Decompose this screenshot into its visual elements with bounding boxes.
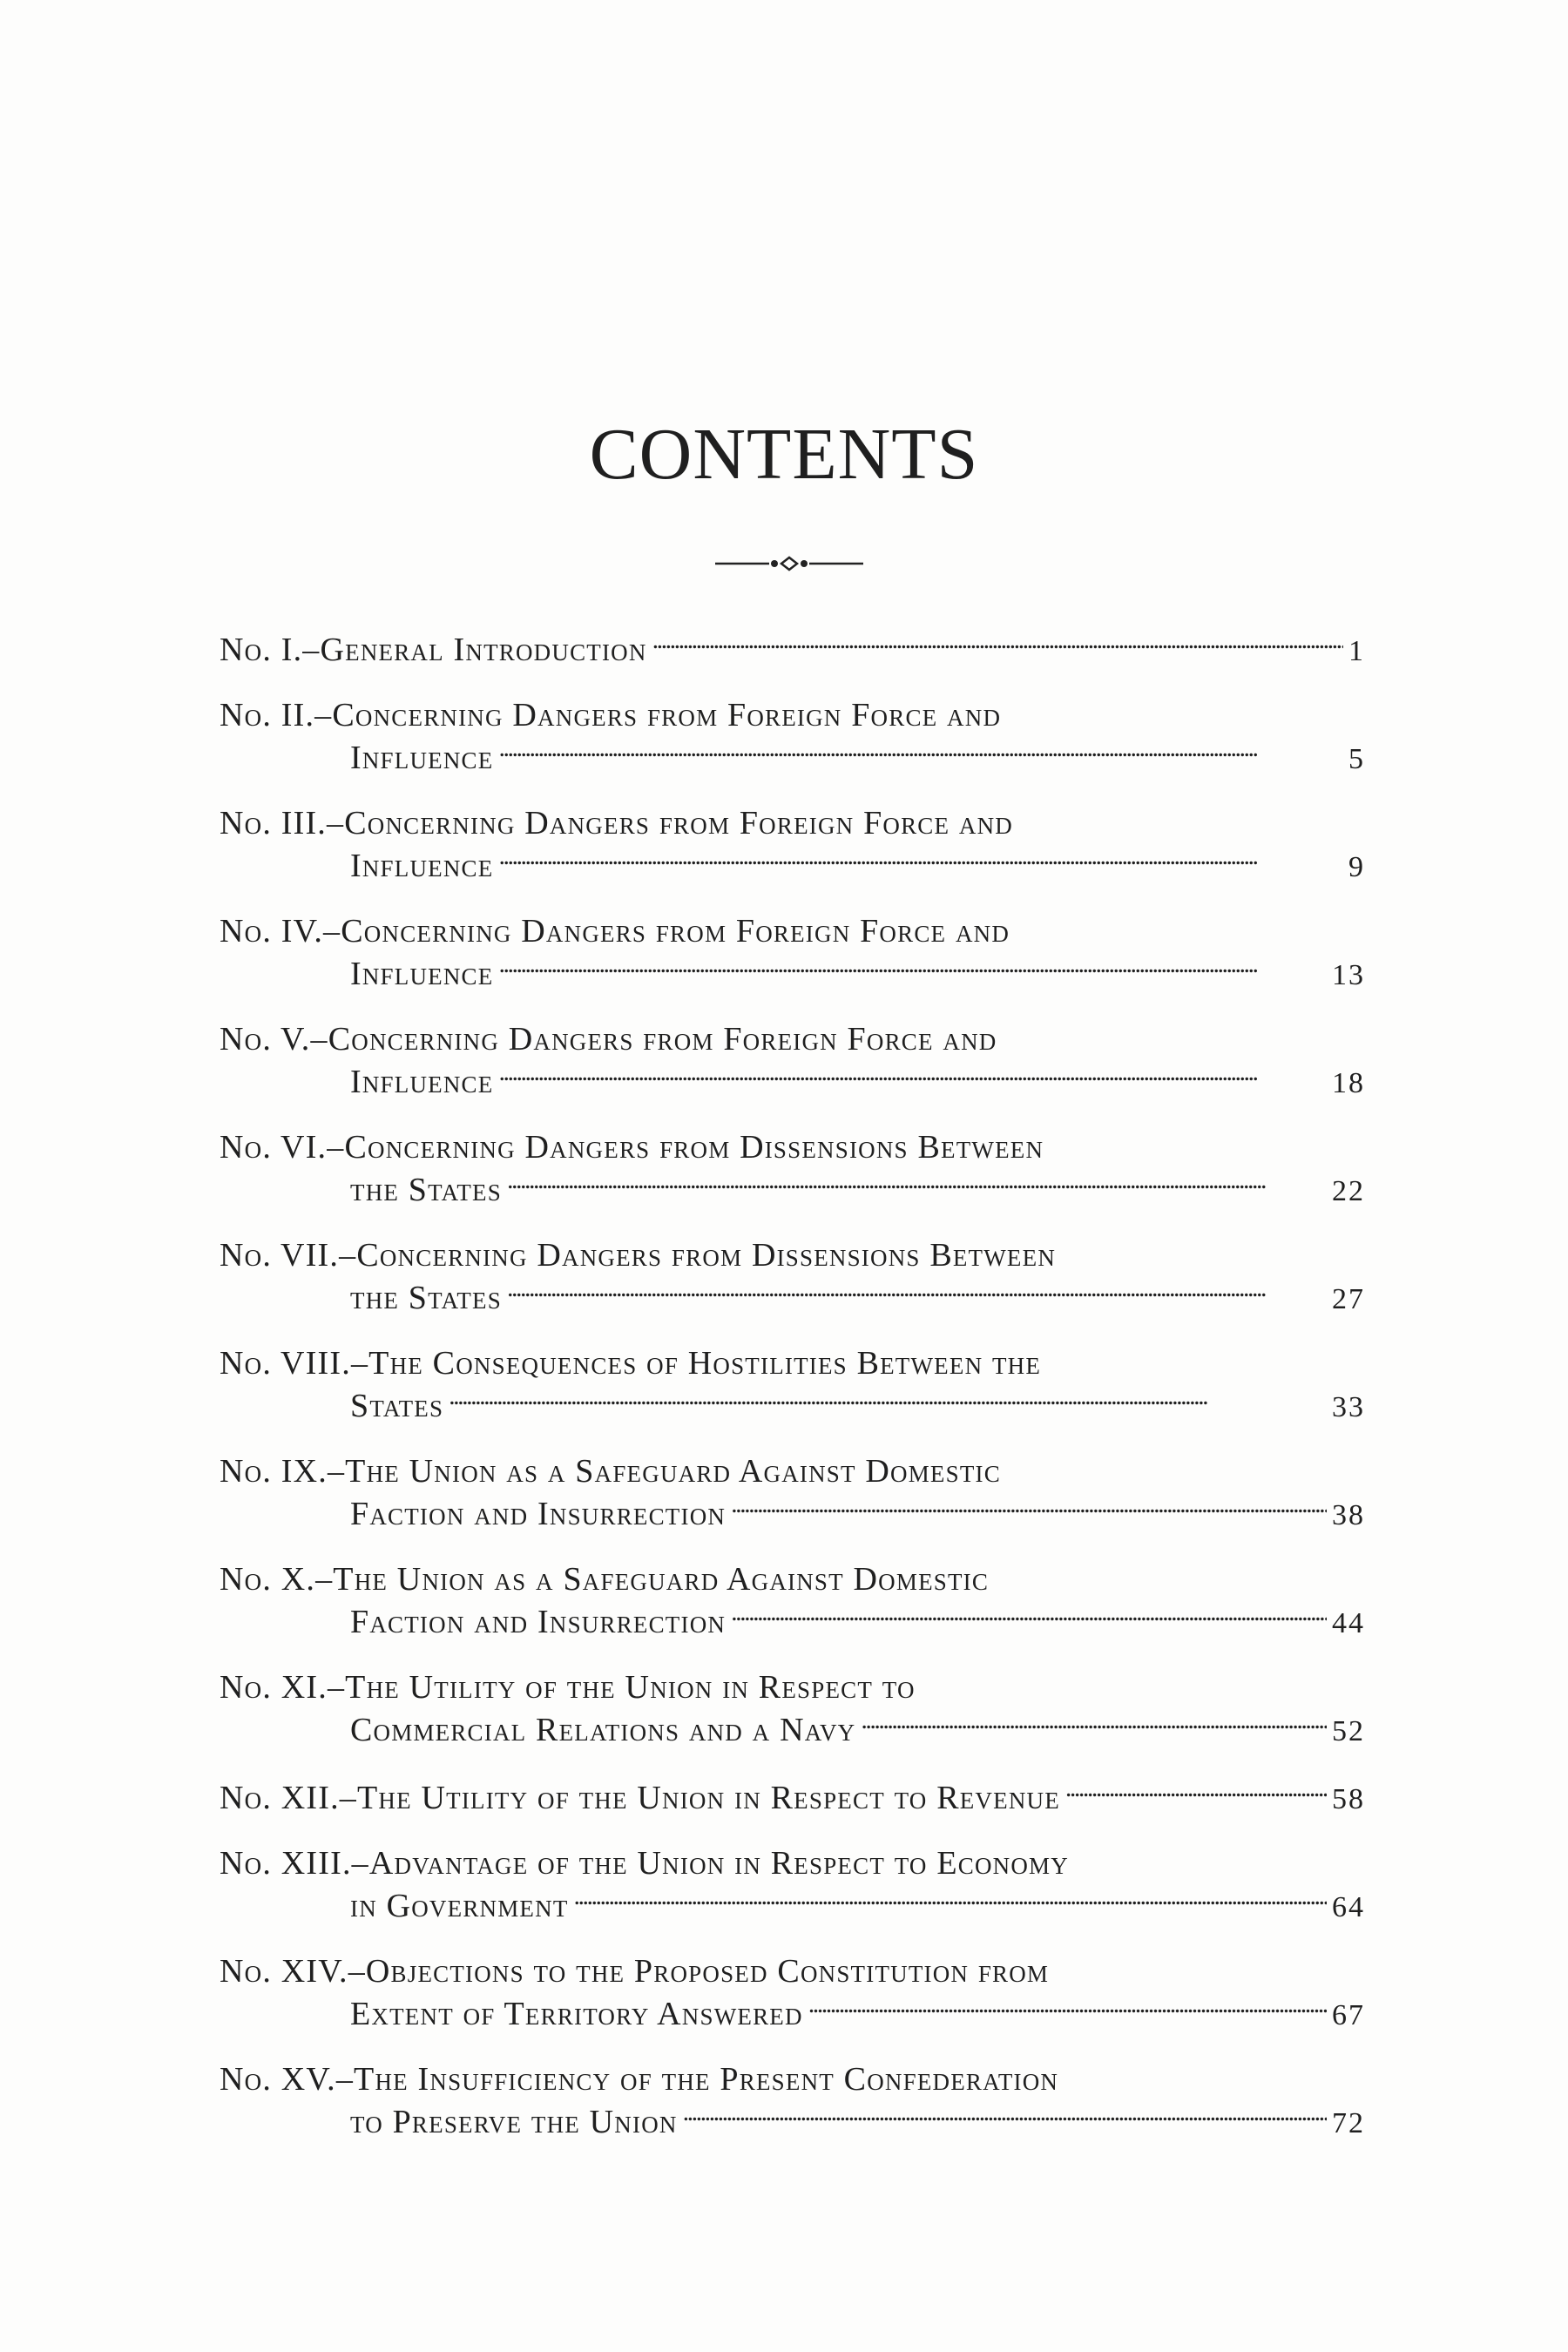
toc-entry-title-continued: Influence (350, 848, 494, 884)
toc-entry-title: The Union as a Safeguard Against Domestic (333, 1561, 990, 1598)
toc-entry-title-continued: Influence (350, 956, 494, 992)
toc-entry-line (220, 1167, 1365, 1212)
dot-leader (449, 1383, 1327, 1416)
toc-entry-number: No. XI. (220, 1669, 328, 1706)
toc-entry-line (220, 1775, 1365, 1820)
toc-entry[interactable] (220, 1559, 1365, 1644)
toc-entry-title: The Consequences of Hostilities Between the (368, 1345, 1042, 1382)
toc-entry-number: No. I. (220, 632, 303, 668)
dot-leader (498, 843, 1343, 876)
toc-entry-line (220, 1599, 1365, 1644)
toc-entry-page-number: 18 (1332, 1067, 1365, 1099)
toc-entry-page-number: 72 (1332, 2107, 1365, 2139)
toc-entry-number: No. II. (220, 697, 315, 733)
dot-leader (507, 1167, 1327, 1200)
toc-entry-title-continued: Influence (350, 1064, 494, 1100)
toc-entry-line (220, 1383, 1365, 1428)
toc-entry-title: Concerning Dangers from Dissensions Between (356, 1237, 1057, 1274)
toc-entry-number: No. III. (220, 805, 328, 841)
toc-entry-line (220, 951, 1365, 996)
toc-entry[interactable] (220, 1775, 1365, 1820)
toc-entry-title-continued: the States (350, 1172, 502, 1208)
toc-entry-title: The Insufficiency of the Present Confederation (354, 2061, 1059, 2098)
toc-entry-page-number: 64 (1332, 1891, 1365, 1923)
toc-entry[interactable] (220, 627, 1365, 672)
toc-entry-title: Concerning Dangers from Foreign Force and (341, 913, 1010, 950)
dot-leader (731, 1491, 1327, 1524)
toc-entry-title: The Utility of the Union in Respect to Revenue (357, 1780, 1060, 1816)
toc-entry-line (220, 627, 1365, 672)
toc-entry[interactable] (220, 1343, 1365, 1428)
toc-entry-page-number: 33 (1332, 1391, 1365, 1423)
dot-leader (498, 1059, 1327, 1092)
toc-entry-dash: – (327, 1129, 345, 1166)
toc-entry-number: No. X. (220, 1561, 316, 1598)
dot-leader (507, 1275, 1327, 1308)
toc-entry-title-continued: in Government (350, 1888, 569, 1924)
ornament-divider-icon (715, 551, 863, 576)
toc-entry-page-number: 58 (1332, 1783, 1365, 1815)
toc-entry-dash: – (315, 1561, 334, 1598)
toc-entry-line (220, 1667, 1365, 1707)
toc-entry-page-number: 27 (1332, 1283, 1365, 1315)
toc-entry[interactable] (220, 1235, 1365, 1320)
toc-entry-line (220, 1883, 1365, 1928)
toc-entry-line (220, 1707, 1365, 1752)
toc-entry-number: No. XIII. (220, 1845, 352, 1882)
toc-entry-page-number: 52 (1332, 1715, 1365, 1747)
toc-entry-title: The Utility of the Union in Respect to (345, 1669, 916, 1706)
toc-entry-title: Concerning Dangers from Dissensions Between (344, 1129, 1044, 1166)
toc-entry-line (220, 735, 1365, 780)
toc-entry-line (220, 911, 1365, 951)
toc-entry-page-number: 5 (1348, 743, 1365, 775)
toc-entry[interactable] (220, 1843, 1365, 1928)
dot-leader (683, 2099, 1327, 2132)
toc-entry-line (220, 1235, 1365, 1275)
toc-entry[interactable] (220, 1019, 1365, 1104)
toc-entry-line (220, 1991, 1365, 2036)
toc-entry-line (220, 1451, 1365, 1491)
toc-entry-line (220, 1019, 1365, 1059)
toc-entry[interactable] (220, 1451, 1365, 1536)
toc-entry-title-continued: Faction and Insurrection (350, 1604, 727, 1640)
toc-entry-page-number: 13 (1332, 959, 1365, 991)
toc-entry-title: General Introduction (320, 632, 647, 668)
toc-entry-title-continued: Commercial Relations and a Navy (350, 1712, 856, 1748)
toc-entry-number: No. VII. (220, 1237, 340, 1274)
toc-entry-dash: – (335, 2061, 355, 2098)
toc-entry-line (220, 1843, 1365, 1883)
toc-entry-page-number: 22 (1332, 1175, 1365, 1207)
dot-leader (861, 1707, 1327, 1740)
toc-entry-title: Objections to the Proposed Constitution from (365, 1953, 1050, 1990)
toc-entry-line (220, 1951, 1365, 1991)
toc-entry-title-continued: the States (350, 1280, 502, 1316)
toc-entry-number: No. IX. (220, 1453, 328, 1490)
toc-entry-title: The Union as a Safeguard Against Domestic (345, 1453, 1001, 1490)
toc-entry-number: No. XV. (220, 2061, 336, 2098)
toc-entry-dash: – (323, 913, 341, 950)
toc-entry-title: Concerning Dangers from Foreign Force and (344, 805, 1014, 841)
toc-entry-number: No. IV. (220, 913, 324, 950)
dot-leader (498, 951, 1327, 984)
toc-entry-line (220, 1275, 1365, 1320)
toc-entry-title-continued: Influence (350, 740, 494, 776)
toc-entry-dash: – (302, 632, 321, 668)
toc-entry-title: Concerning Dangers from Foreign Force and (332, 697, 1002, 733)
toc-entry-line (220, 695, 1365, 735)
toc-entry-line (220, 1343, 1365, 1383)
toc-entry-line (220, 1491, 1365, 1536)
toc-entry-line (220, 1559, 1365, 1599)
toc-entry-page-number: 44 (1332, 1607, 1365, 1639)
toc-entry-title-continued: States (350, 1388, 444, 1424)
toc-entry-number: No. V. (220, 1021, 311, 1058)
toc-entry-page-number: 1 (1348, 635, 1365, 667)
toc-entry-line (220, 843, 1365, 888)
toc-entry-number: No. VIII. (220, 1345, 351, 1382)
toc-entry[interactable] (220, 1667, 1365, 1752)
toc-entry-dash: – (339, 1780, 357, 1816)
dot-leader (574, 1883, 1327, 1916)
toc-entry-title: Concerning Dangers from Foreign Force and (328, 1021, 997, 1058)
toc-entry-dash: – (310, 1021, 328, 1058)
toc-entry[interactable] (220, 1127, 1365, 1212)
toc-entry-dash: – (348, 1953, 366, 1990)
toc-entry-dash: – (327, 805, 345, 841)
toc-entry[interactable] (220, 2059, 1365, 2144)
dot-leader (1065, 1775, 1327, 1808)
toc-entry-number: No. VI. (220, 1129, 328, 1166)
toc-entry-line (220, 803, 1365, 843)
toc-entry-dash: – (339, 1237, 357, 1274)
toc-entry-dash: – (327, 1669, 346, 1706)
dot-leader (498, 735, 1343, 768)
toc-entry[interactable] (220, 1951, 1365, 2036)
toc-entry-page-number: 67 (1332, 1999, 1365, 2031)
toc-entry-page-number: 9 (1348, 851, 1365, 883)
toc-entry-title-continued: Extent of Territory Answered (350, 1996, 803, 2032)
toc-entry-dash: – (314, 697, 333, 733)
toc-entry[interactable] (220, 911, 1365, 996)
toc-entry-title-continued: Faction and Insurrection (350, 1496, 727, 1532)
toc-entry-title-continued: to Preserve the Union (350, 2104, 678, 2140)
toc-entry[interactable] (220, 803, 1365, 888)
toc-entry-dash: – (351, 1845, 369, 1882)
toc-entry-number: No. XII. (220, 1780, 340, 1816)
toc-entry-line (220, 1127, 1365, 1167)
toc-entry-dash: – (327, 1453, 346, 1490)
toc-entry-page-number: 38 (1332, 1499, 1365, 1531)
dot-leader (808, 1991, 1327, 2024)
toc-entry-title: Advantage of the Union in Respect to Economy (368, 1845, 1069, 1882)
toc-entry-number: No. XIV. (220, 1953, 348, 1990)
toc-entry-line (220, 2099, 1365, 2144)
dot-leader (731, 1599, 1327, 1632)
toc-entry[interactable] (220, 695, 1365, 780)
page-title: CONTENTS (589, 414, 979, 495)
toc-entry-line (220, 1059, 1365, 1104)
toc-entry-line (220, 2059, 1365, 2099)
dot-leader (652, 627, 1343, 660)
toc-entry-dash: – (350, 1345, 369, 1382)
